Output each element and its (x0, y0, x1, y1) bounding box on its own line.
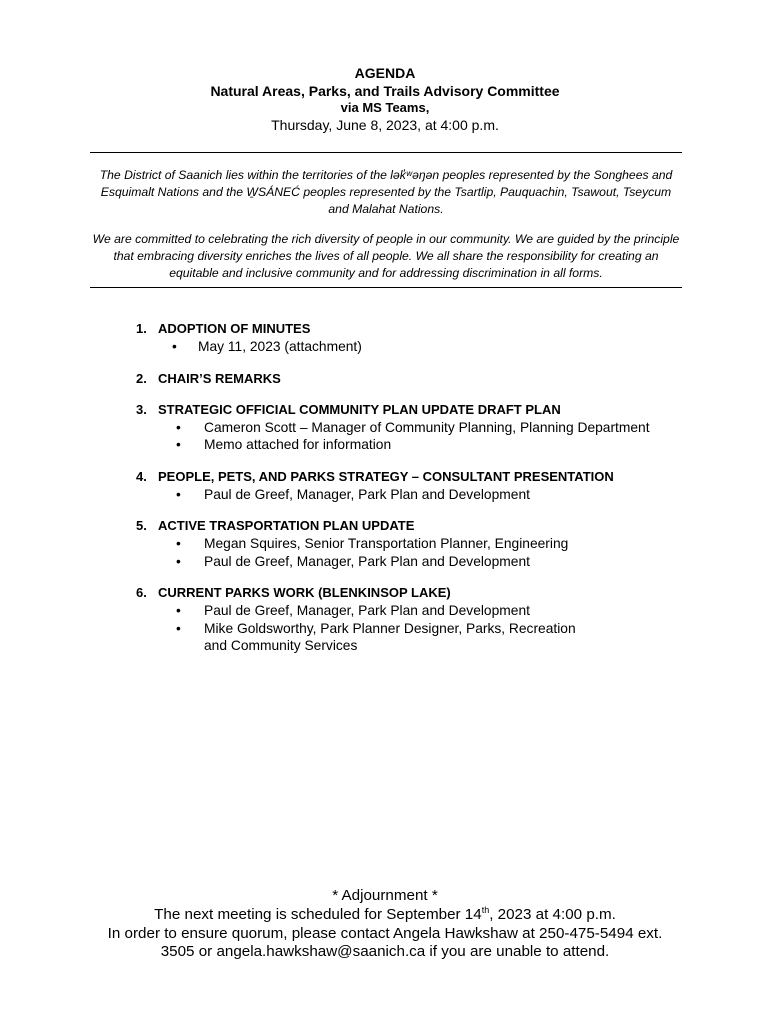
bullet-icon: • (176, 603, 181, 618)
bullet-icon: • (176, 419, 181, 435)
bullet-icon: • (176, 620, 181, 636)
quorum-line-1: In order to ensure quorum, please contact Angela Hawkshaw at 250-475-5494 ext. (107, 924, 663, 942)
bullet-icon: • (176, 553, 181, 569)
item-bullets (136, 535, 696, 570)
item-number: 5. (136, 518, 147, 533)
item-number: 1. (136, 321, 147, 336)
territory-acknowledgement: The District of Saanich lies within the territories of the lək̓ʷəŋən peoples represented by the Songhees and Esquimalt Nations and the W̱SÁNEĆ peoples represented by the Tsartlip, Pauquachin, Tsawout, Tseycum and Malahat Nations. (99, 168, 673, 216)
agenda-items (136, 320, 696, 669)
agenda-item (136, 517, 696, 570)
diversity-statement: We are committed to celebrating the rich diversity of people in our community. We are guided by the principle that embracing diversity enriches the lives of all people. We all share the responsibility for creating an equitable and inclusive community and for addressing discrimination in all forms. (92, 232, 680, 280)
next-meeting-line: The next meeting is scheduled for September 14th, 2023 at 4:00 p.m. (154, 904, 616, 923)
bullet-icon: • (176, 486, 181, 502)
agenda-item (136, 468, 696, 504)
bullet-item: • Megan Squires, Senior Transportation Planner, Engineering (176, 536, 569, 551)
item-title: STRATEGIC OFFICIAL COMMUNITY PLAN UPDATE DRAFT PLAN (158, 401, 561, 417)
bullet-item: • Cameron Scott – Manager of Community Planning, Planning Department (176, 419, 650, 435)
agenda-item (136, 401, 696, 454)
document-title: AGENDA (354, 65, 416, 81)
item-title: CURRENT PARKS WORK (BLENKINSOP LAKE) (158, 585, 451, 600)
bullet-item: • Paul de Greef, Manager, Park Plan and Development (176, 553, 530, 569)
item-number: 6. (136, 585, 147, 600)
item-bullets (136, 419, 696, 454)
adjournment-line: * Adjournment * (332, 887, 438, 904)
committee-name: Natural Areas, Parks, and Trails Advisory Committee (210, 83, 560, 99)
acknowledgement-block (92, 167, 680, 282)
bullet-icon: • (172, 339, 177, 354)
divider-bottom (90, 287, 682, 288)
item-bullets (136, 486, 696, 504)
bullet-item: • May 11, 2023 (attachment) (172, 339, 362, 354)
bullet-item: • Paul de Greef, Manager, Park Plan and Development (176, 603, 530, 618)
item-bullets (136, 602, 696, 655)
meeting-date: Thursday, June 8, 2023, at 4:00 p.m. (271, 117, 499, 133)
item-title: ACTIVE TRASPORTATION PLAN UPDATE (158, 518, 415, 533)
bullet-item: • Mike Goldsworthy, Park Planner Designer, Parks, Recreation and Community Services (176, 620, 576, 653)
bullet-item: • Paul de Greef, Manager, Park Plan and Development (176, 486, 530, 502)
bullet-icon: • (176, 437, 181, 452)
agenda-header (0, 64, 770, 135)
agenda-item (136, 584, 696, 655)
agenda-item (136, 370, 696, 387)
agenda-item (136, 320, 696, 356)
item-title: ADOPTION OF MINUTES (158, 321, 311, 336)
divider-top (90, 152, 682, 153)
bullet-icon: • (176, 536, 181, 551)
item-number: 4. (136, 468, 147, 484)
item-title: PEOPLE, PETS, AND PARKS STRATEGY – CONSULTANT PRESENTATION (158, 468, 614, 484)
bullet-item: • Memo attached for information (176, 437, 392, 452)
meeting-venue: via MS Teams, (340, 100, 430, 115)
quorum-line-2: 3505 or angela.hawkshaw@saanich.ca if you are unable to attend. (160, 943, 610, 961)
item-title: CHAIR’S REMARKS (158, 370, 281, 386)
agenda-footer (0, 887, 770, 962)
item-number: 3. (136, 401, 147, 417)
item-bullets (136, 338, 696, 356)
item-number: 2. (136, 370, 147, 386)
